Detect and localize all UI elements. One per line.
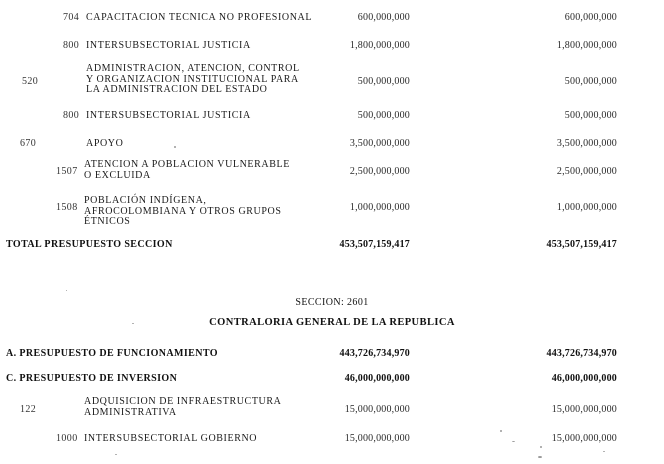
scan-speck — [115, 454, 117, 455]
scan-speck — [603, 451, 605, 452]
section-code: SECCION: 2601 — [295, 297, 369, 308]
row-amount-a: 1,800,000,000 — [349, 40, 410, 51]
budget-line-amount-b: 46,000,000,000 — [551, 373, 617, 384]
row-code: 1508 — [56, 202, 78, 213]
budget-line-label: C. PRESUPUESTO DE INVERSION — [6, 373, 178, 384]
row-description: INTERSUBSECTORIAL JUSTICIA — [86, 40, 251, 51]
row-description: CAPACITACION TECNICA NO PROFESIONAL — [86, 12, 313, 23]
row-amount-a: 600,000,000 — [357, 12, 410, 23]
row-description: ADQUISICION DE INFRAESTRUCTURA ADMINISTRATIVA — [84, 396, 281, 418]
row-amount-a: 15,000,000,000 — [344, 433, 410, 444]
row-amount-a: 3,500,000,000 — [349, 138, 410, 149]
scan-speck — [66, 290, 67, 291]
budget-line-amount-a: 46,000,000,000 — [344, 373, 410, 384]
row-description: APOYO — [86, 138, 124, 149]
row-description: ATENCION A POBLACION VULNERABLE O EXCLUIDA — [84, 159, 290, 181]
scan-speck — [512, 441, 515, 442]
budget-line-amount-b: 443,726,734,970 — [546, 348, 617, 359]
row-description: INTERSUBSECTORIAL JUSTICIA — [86, 110, 251, 121]
row-amount-b: 1,800,000,000 — [556, 40, 617, 51]
row-amount-a: 500,000,000 — [357, 110, 410, 121]
row-amount-a: 15,000,000,000 — [344, 404, 410, 415]
row-amount-b: 15,000,000,000 — [551, 404, 617, 415]
row-amount-a: 1,000,000,000 — [349, 202, 410, 213]
row-amount-b: 15,000,000,000 — [551, 433, 617, 444]
budget-line-label: A. PRESUPUESTO DE FUNCIONAMIENTO — [6, 348, 218, 359]
scan-speck — [540, 446, 542, 448]
row-code: 122 — [20, 404, 37, 415]
row-amount-b: 500,000,000 — [564, 76, 617, 87]
row-description: POBLACIÓN INDÍGENA, AFROCOLOMBIANA Y OTROS GRUPOS ÉTNICOS — [84, 195, 282, 227]
row-amount-b: 3,500,000,000 — [556, 138, 617, 149]
scan-speck — [174, 146, 176, 148]
row-description: INTERSUBSECTORIAL GOBIERNO — [84, 433, 258, 444]
row-amount-b: 2,500,000,000 — [556, 166, 617, 177]
row-code: 520 — [22, 76, 39, 87]
row-code: 800 — [63, 110, 80, 121]
row-amount-a: 2,500,000,000 — [349, 166, 410, 177]
row-amount-b: 600,000,000 — [564, 12, 617, 23]
section-title: CONTRALORIA GENERAL DE LA REPUBLICA — [209, 317, 455, 328]
row-amount-b: 1,000,000,000 — [556, 202, 617, 213]
row-description: ADMINISTRACION, ATENCION, CONTROL Y ORGANIZACION INSTITUCIONAL PARA LA ADMINISTRACION DEL ESTADO — [86, 63, 300, 95]
budget-line-amount-a: 443,726,734,970 — [339, 348, 410, 359]
total-amount-b: 453,507,159,417 — [546, 239, 617, 250]
total-amount-a: 453,507,159,417 — [339, 239, 410, 250]
scan-speck — [500, 430, 502, 432]
total-label: TOTAL PRESUPUESTO SECCION — [6, 239, 173, 250]
row-amount-b: 500,000,000 — [564, 110, 617, 121]
scan-speck — [538, 456, 542, 458]
row-code: 704 — [63, 12, 80, 23]
row-amount-a: 500,000,000 — [357, 76, 410, 87]
row-code: 670 — [20, 138, 37, 149]
row-code: 1000 — [56, 433, 78, 444]
scan-speck — [132, 323, 134, 324]
row-code: 1507 — [56, 166, 78, 177]
row-code: 800 — [63, 40, 80, 51]
